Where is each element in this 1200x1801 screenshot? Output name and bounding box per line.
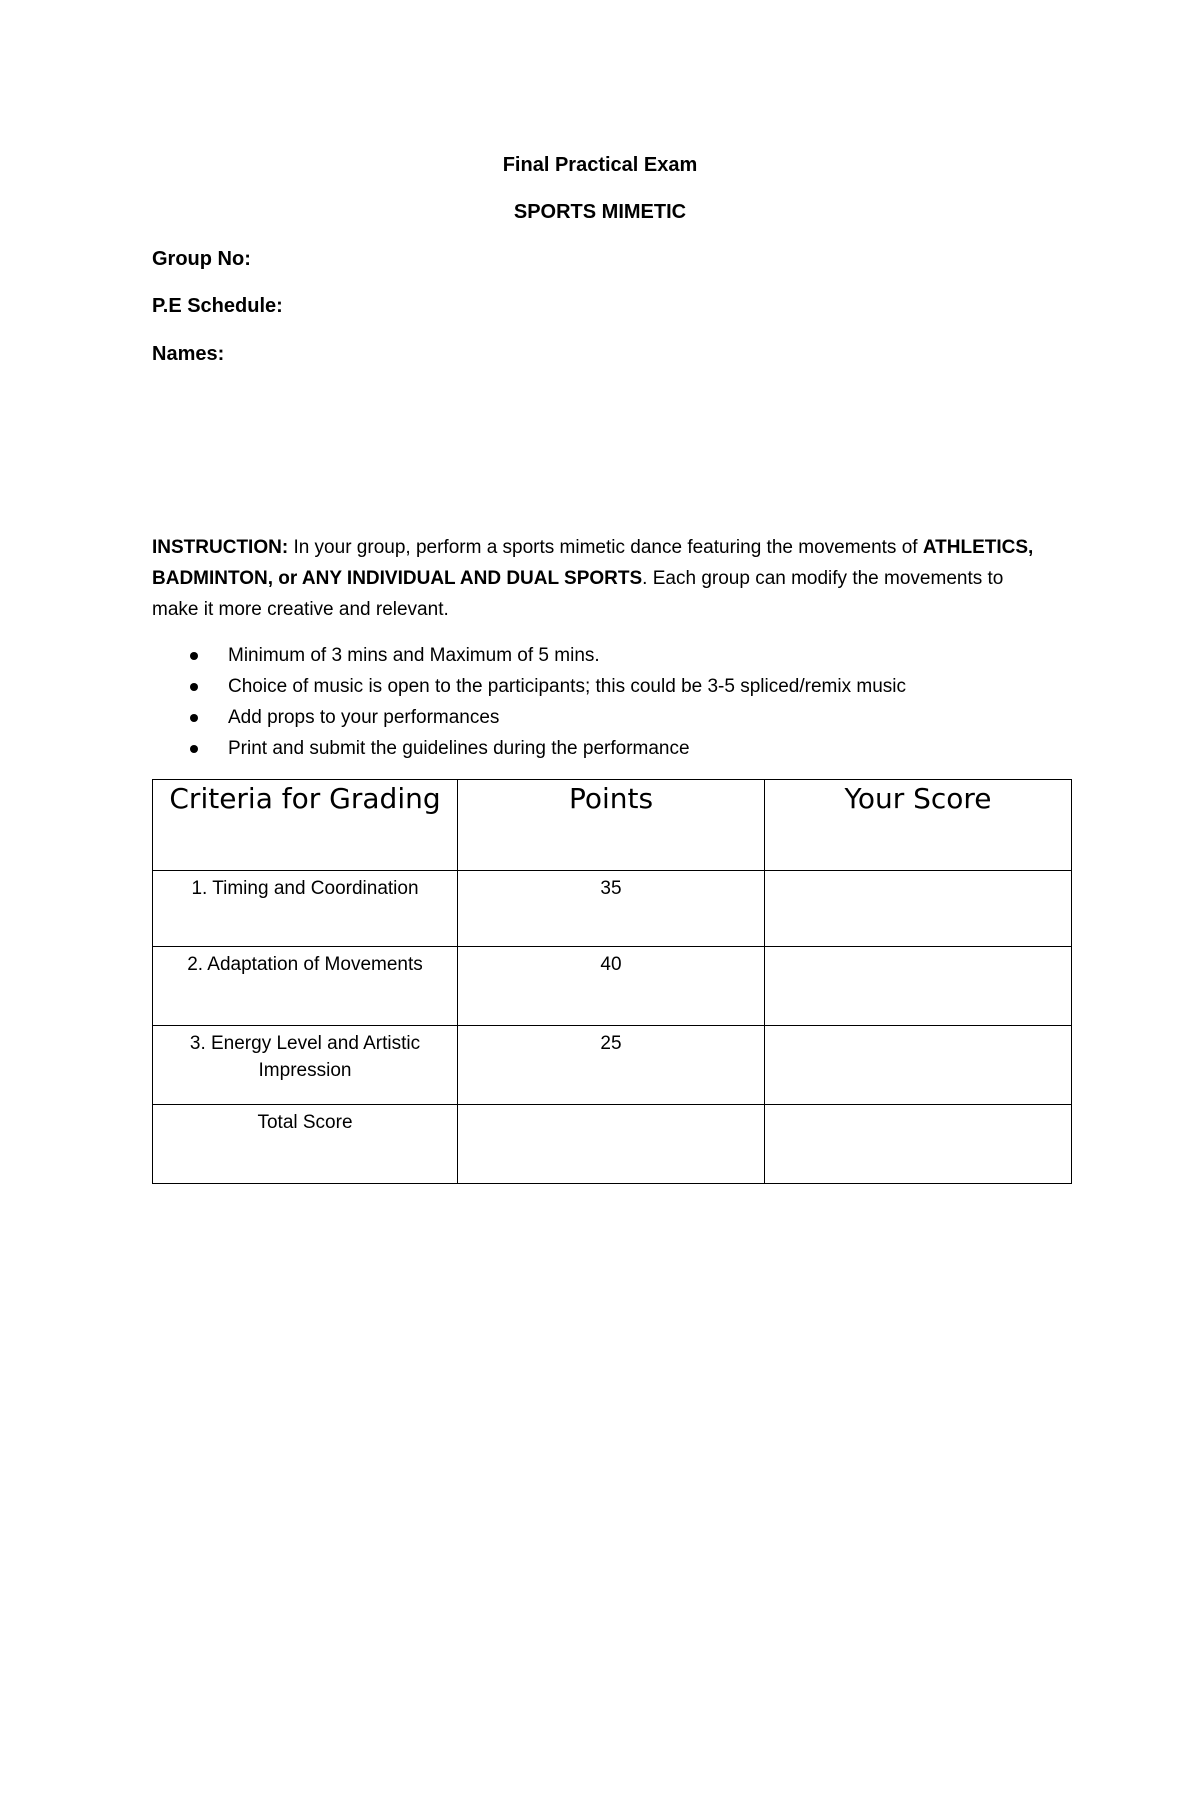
list-item [152, 733, 1052, 764]
table-row [153, 871, 1072, 947]
list-item-text: Minimum of 3 mins and Maximum of 5 mins. [228, 645, 600, 666]
bullet-icon [190, 745, 198, 753]
score-cell[interactable] [765, 1105, 1072, 1184]
table-row [153, 1026, 1072, 1105]
bullet-icon [190, 714, 198, 722]
table-header-row [153, 780, 1072, 871]
list-item [152, 702, 1052, 733]
grading-table [152, 779, 1072, 1184]
instruction-text-1: In your group, perform a sports mimetic dance featuring the movements of [293, 537, 918, 558]
list-item-text: Choice of music is open to the participants; this could be 3-5 spliced/remix music [228, 676, 906, 697]
list-item [152, 671, 1052, 702]
points-cell: 35 [458, 871, 765, 947]
bullet-icon [190, 683, 198, 691]
list-item-text: Add props to your performances [228, 707, 500, 728]
exam-title: Final Practical Exam [502, 154, 698, 176]
points-cell: 25 [458, 1026, 765, 1105]
header-points: Points [458, 780, 765, 871]
points-cell: 40 [458, 947, 765, 1026]
instruction-label: INSTRUCTION: [152, 537, 289, 558]
criteria-cell: 3. Energy Level and Artistic Impression [153, 1026, 458, 1105]
header-criteria: Criteria for Grading [153, 780, 458, 871]
group-no-label: Group No: [152, 248, 251, 270]
points-cell [458, 1105, 765, 1184]
pe-schedule-label: P.E Schedule: [152, 295, 283, 317]
table-row [153, 1105, 1072, 1184]
criteria-cell: 2. Adaptation of Movements [153, 947, 458, 1026]
criteria-cell: 1. Timing and Coordination [153, 871, 458, 947]
score-cell[interactable] [765, 947, 1072, 1026]
score-cell[interactable] [765, 871, 1072, 947]
exam-subtitle: SPORTS MIMETIC [513, 201, 687, 223]
instruction-sports: ATHLETICS, BADMINTON, or ANY INDIVIDUAL AND DUAL SPORTS [152, 537, 1034, 589]
total-score-label: Total Score [153, 1105, 458, 1184]
names-label: Names: [152, 343, 225, 365]
guidelines-list [152, 640, 1052, 764]
header-your-score: Your Score [765, 780, 1072, 871]
list-item-text: Print and submit the guidelines during the performance [228, 738, 690, 759]
instruction-paragraph [152, 532, 1052, 625]
score-cell[interactable] [765, 1026, 1072, 1105]
list-item [152, 640, 1052, 671]
table-row [153, 947, 1072, 1026]
instruction-text-2: . Each group can modify the movements to make it more creative and relevant. [152, 568, 1004, 620]
bullet-icon [190, 652, 198, 660]
